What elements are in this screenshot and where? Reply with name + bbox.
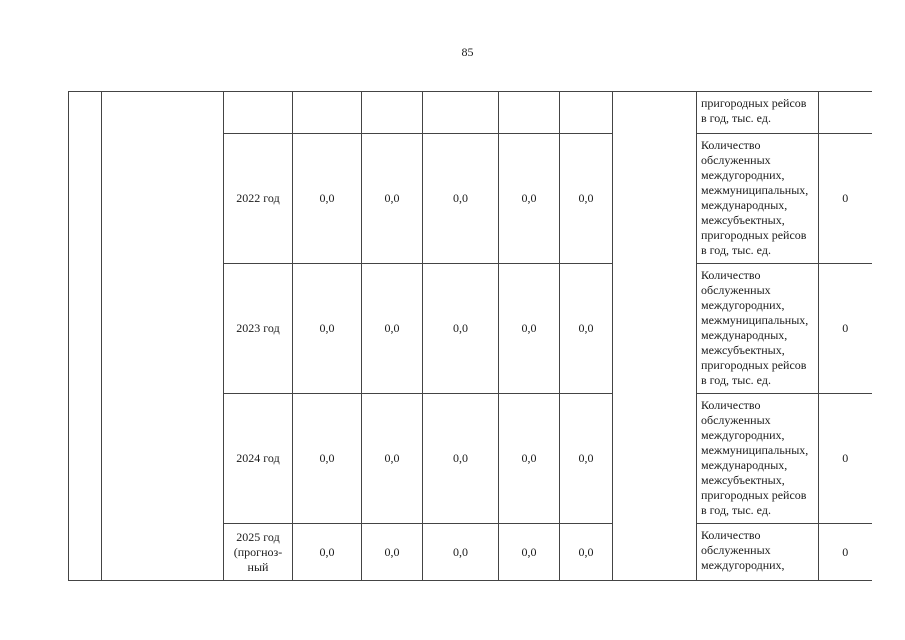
cell-year: 2022 год xyxy=(224,134,293,264)
cell-value: 0,0 xyxy=(499,264,560,394)
cell-year-empty xyxy=(224,92,293,134)
cell-value: 0,0 xyxy=(560,264,613,394)
cell-name xyxy=(102,92,224,581)
cell-indicator: Количество обслуженных междугородних, межмуниципальных, международных, межсубъектных, пригородных рейсов в год, тыс. ед. xyxy=(697,134,819,264)
cell-number xyxy=(69,92,102,581)
cell-value: 0,0 xyxy=(423,264,499,394)
cell-executor xyxy=(613,92,697,581)
cell-year: 2024 год xyxy=(224,394,293,524)
cell-year: 2025 год (прогноз-ный xyxy=(224,524,293,581)
cell-target: 0 xyxy=(819,264,872,394)
cell-value: 0,0 xyxy=(499,524,560,581)
cell-value: 0,0 xyxy=(293,264,362,394)
page-number: 85 xyxy=(461,45,474,59)
cell-indicator: Количество обслуженных междугородних, xyxy=(697,524,819,581)
cell-target: 0 xyxy=(819,134,872,264)
cell-value xyxy=(423,92,499,134)
cell-value: 0,0 xyxy=(362,264,423,394)
cell-target: 0 xyxy=(819,394,872,524)
cell-value: 0,0 xyxy=(560,524,613,581)
cell-indicator: Количество обслуженных междугородних, межмуниципальных, международных, межсубъектных, пригородных рейсов в год, тыс. ед. xyxy=(697,394,819,524)
cell-value: 0,0 xyxy=(293,524,362,581)
cell-value: 0,0 xyxy=(499,394,560,524)
cell-value xyxy=(362,92,423,134)
cell-value: 0,0 xyxy=(362,394,423,524)
cell-value: 0,0 xyxy=(423,134,499,264)
cell-value xyxy=(293,92,362,134)
data-table xyxy=(68,91,872,581)
cell-value: 0,0 xyxy=(293,394,362,524)
cell-value: 0,0 xyxy=(560,134,613,264)
cell-value: 0,0 xyxy=(362,134,423,264)
cell-value: 0,0 xyxy=(499,134,560,264)
cell-indicator: пригородных рейсов в год, тыс. ед. xyxy=(697,92,819,134)
cell-value: 0,0 xyxy=(423,524,499,581)
cell-target: 0 xyxy=(819,524,872,581)
cell-value: 0,0 xyxy=(560,394,613,524)
cell-value: 0,0 xyxy=(362,524,423,581)
cell-year: 2023 год xyxy=(224,264,293,394)
cell-value: 0,0 xyxy=(293,134,362,264)
cell-value: 0,0 xyxy=(423,394,499,524)
cell-value xyxy=(499,92,560,134)
cell-value xyxy=(560,92,613,134)
table-row-top xyxy=(69,92,872,134)
cell-target xyxy=(819,92,872,134)
cell-indicator: Количество обслуженных междугородних, межмуниципальных, международных, межсубъектных, пригородных рейсов в год, тыс. ед. xyxy=(697,264,819,394)
